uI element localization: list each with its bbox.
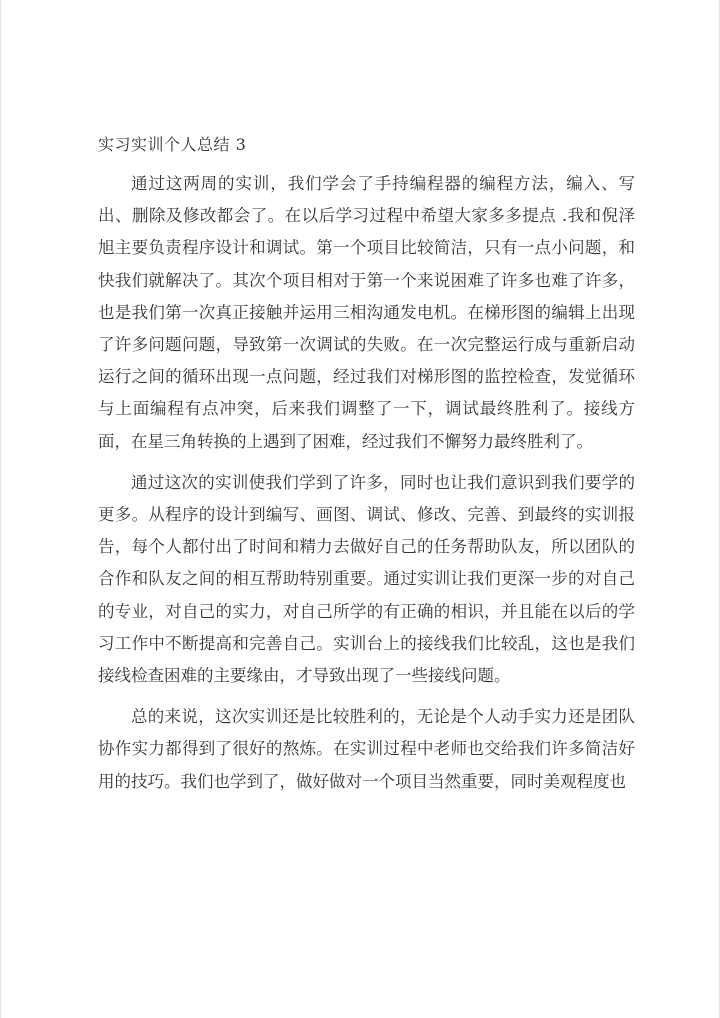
paragraph-3: 总的来说，这次实训还是比较胜利的，无论是个人动手实力还是团队协作实力都得到了很好的熬炼。在实训过程中老师也交给我们许多简洁好用的技巧。我们也学到了，做好做对一个项目当然重要，同时美观程度也 bbox=[98, 707, 635, 791]
paragraph-2: 通过这次的实训使我们学到了许多，同时也让我们意识到我们要学的更多。从程序的设计到编写、画图、调试、修改、完善、到最终的实训报告，每个人都付出了时间和精力去做好自己的任务帮助队友，所以团队的合作和队友之间的相互帮助特别重要。通过实训让我们更深一步的对自己的专业，对自己的实力，对自己所学的有正确的相识，并且能在以后的学习工作中不断提高和完善自己。实训台上的接线我们比较乱，这也是我们接线检查困难的主要缘由，才导致出现了一些接线问题。 bbox=[98, 472, 635, 686]
document-body bbox=[98, 168, 635, 807]
paragraph-1: 通过这两周的实训，我们学会了手持编程器的编程方法，编入、写出、删除及修改都会了。在以后学习过程中希望大家多多提点 .我和倪泽旭主要负责程序设计和调试。第一个项目比较简洁，只有一点小问题，和快我们就解决了。其次个项目相对于第一个来说困难了许多也难了许多，也是我们第一次真正接触并运用三相沟通发电机。在梯形图的编辑上出现了许多问题问题，导致第一次调试的失败。在一次完整运行成与重新启动运行之间的循环出现一点问题，经过我们对梯形图的监控检查，发觉循环与上面编程有点冲突，后来我们调整了一下，调试最终胜利了。接线方面，在星三角转换的上遇到了困难，经过我们不懈努力最终胜利了。 bbox=[98, 174, 635, 451]
document-title: 实习实训个人总结 3 bbox=[98, 135, 247, 154]
